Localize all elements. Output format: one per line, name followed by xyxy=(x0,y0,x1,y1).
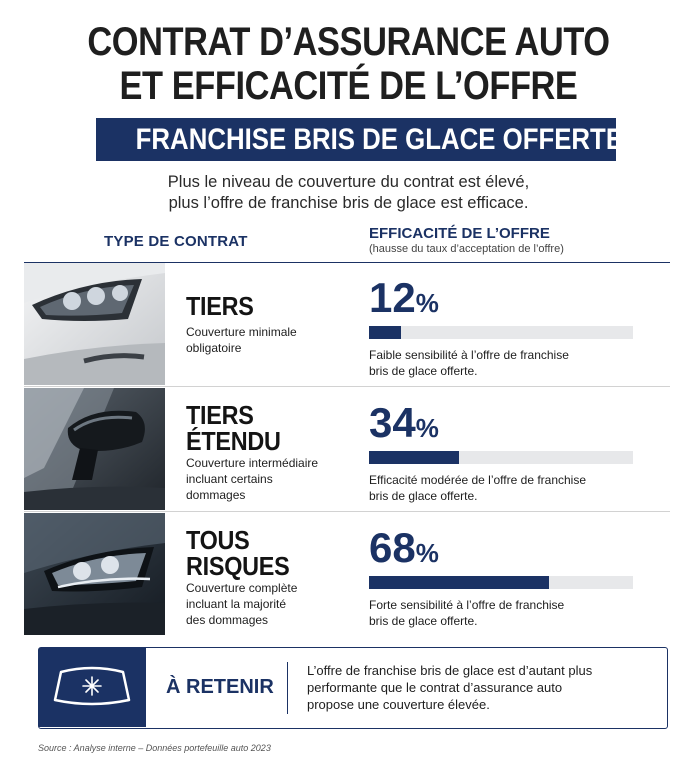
contract-name xyxy=(186,402,291,454)
car-headlight-silver-image xyxy=(24,263,165,385)
efficacy-bar xyxy=(369,576,549,589)
column-heading-contract-type: TYPE DE CONTRAT xyxy=(104,233,248,250)
efficacy-description xyxy=(369,472,619,504)
subtitle-line-2: plus l’offre de franchise bris de glace est efficace. xyxy=(168,194,529,212)
percent-sign: % xyxy=(415,538,439,568)
subtitle xyxy=(0,172,697,214)
efficacy-bar-track xyxy=(369,451,633,464)
efficacy-value xyxy=(369,275,439,326)
takeaway-divider xyxy=(287,662,288,714)
row-divider xyxy=(24,511,670,512)
efficacy-bar xyxy=(369,451,459,464)
contract-name-line: TIERS xyxy=(186,291,254,321)
contract-description xyxy=(186,455,356,503)
contract-description xyxy=(186,324,356,356)
page-title xyxy=(49,20,648,108)
car-side-mirror-image xyxy=(24,388,165,510)
efficacy-value-number: 34 xyxy=(369,399,416,446)
efficacy-description-line: Efficacité modérée de l’offre de franchise xyxy=(369,473,587,487)
subtitle-line-1: Plus le niveau de couverture du contrat est élevé, xyxy=(167,173,530,191)
contract-name-line: RISQUES xyxy=(186,551,290,581)
efficacy-value xyxy=(369,400,439,451)
efficacy-value xyxy=(369,525,439,576)
contract-description-line: Couverture minimale xyxy=(186,325,297,339)
takeaway-text-line: performante que le contrat d’assurance auto xyxy=(307,680,563,695)
efficacy-value-number: 68 xyxy=(369,524,416,571)
contract-description-line: Couverture intermédiaire xyxy=(186,456,319,470)
percent-sign: % xyxy=(415,288,439,318)
contract-name xyxy=(186,527,301,579)
column-subheading-efficacy: (hausse du taux d’acceptation de l’offre) xyxy=(369,243,564,255)
contract-name-line: TOUS xyxy=(186,525,250,555)
contract-description-line: obligatoire xyxy=(186,341,242,355)
efficacy-bar-track xyxy=(369,326,633,339)
contract-row-tiers-etendu xyxy=(24,388,670,510)
takeaway-text-line: propose une couverture élevée. xyxy=(307,697,490,712)
source-note: Source : Analyse interne – Données portefeuille auto 2023 xyxy=(38,743,271,753)
contract-description-line: incluant la majorité xyxy=(186,597,287,611)
contract-name xyxy=(186,293,261,319)
contract-description-line: dommages xyxy=(186,488,246,502)
contract-name-line: ÉTENDU xyxy=(186,426,281,456)
efficacy-value-number: 12 xyxy=(369,274,416,321)
efficacy-description xyxy=(369,347,619,379)
contract-description-line: Couverture complète xyxy=(186,581,298,595)
contract-row-tiers xyxy=(24,263,670,385)
contract-description xyxy=(186,580,356,628)
efficacy-description xyxy=(369,597,619,629)
banner-text: FRANCHISE BRIS DE GLACE OFFERTE xyxy=(135,123,624,156)
row-divider xyxy=(24,386,670,387)
efficacy-description-line: Faible sensibilité à l’offre de franchise xyxy=(369,348,569,362)
takeaway-text-line: L’offre de franchise bris de glace est d’autant plus xyxy=(307,663,593,678)
car-headlight-dark-image xyxy=(24,513,165,635)
contract-description-line: des dommages xyxy=(186,613,269,627)
contract-row-tous-risques xyxy=(24,513,670,635)
windshield-crack-icon xyxy=(39,648,146,727)
title-banner xyxy=(96,118,624,161)
efficacy-bar-track xyxy=(369,576,633,589)
efficacy-description-line: bris de glace offerte. xyxy=(369,364,478,378)
takeaway-box xyxy=(38,647,668,729)
percent-sign: % xyxy=(415,413,439,443)
efficacy-bar xyxy=(369,326,401,339)
title-line-1: CONTRAT D’ASSURANCE AUTO xyxy=(87,20,610,64)
column-heading-efficacy: EFFICACITÉ DE L’OFFRE xyxy=(369,225,550,242)
contract-name-line: TIERS xyxy=(186,400,254,430)
takeaway-text xyxy=(307,662,652,713)
contract-description-line: incluant certains xyxy=(186,472,273,486)
title-line-2: ET EFFICACITÉ DE L’OFFRE xyxy=(119,64,578,108)
takeaway-label: À RETENIR xyxy=(166,676,274,698)
efficacy-description-line: bris de glace offerte. xyxy=(369,614,478,628)
efficacy-description-line: Forte sensibilité à l’offre de franchise xyxy=(369,598,565,612)
efficacy-description-line: bris de glace offerte. xyxy=(369,489,478,503)
